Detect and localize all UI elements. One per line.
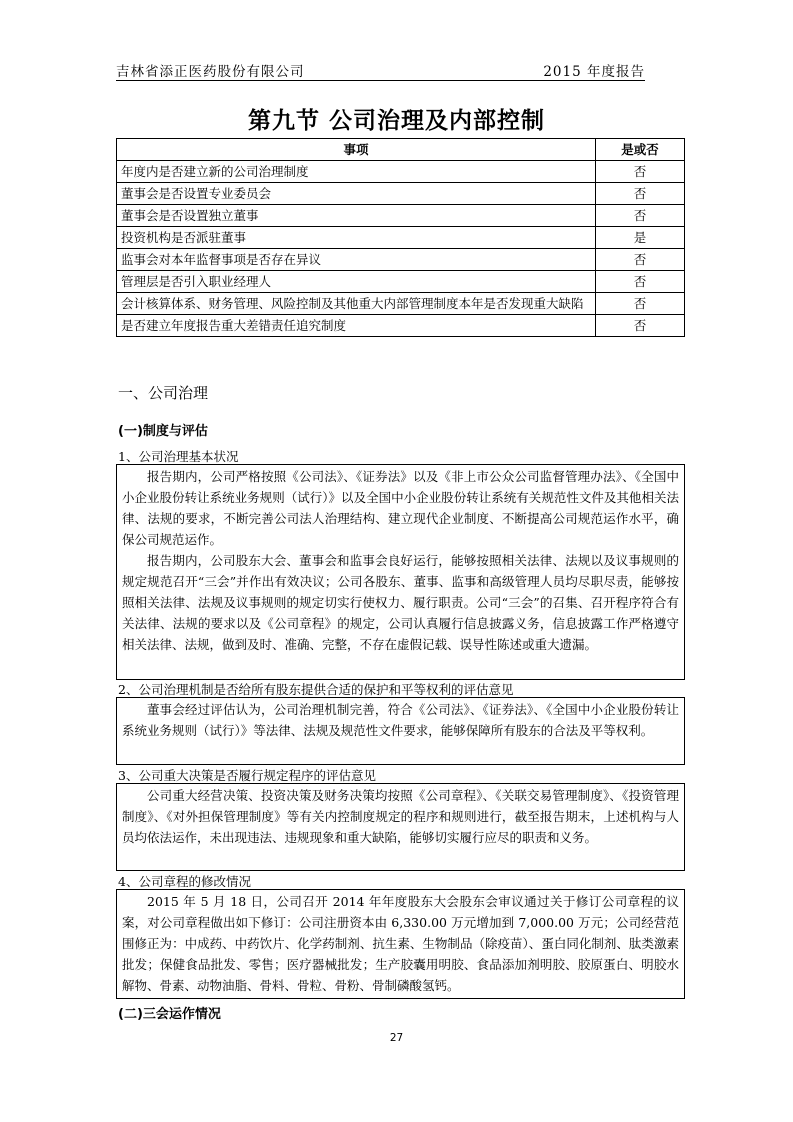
- row-item: 投资机构是否派驻董事: [117, 227, 596, 249]
- column-header-item: 事项: [117, 139, 596, 161]
- paragraph: 公司重大经营决策、投资决策及财务决策均按照《公司章程》、《关联交易管理制度》、《投资管理制度》、《对外担保管理制度》等有关内控制度规定的程序和规则进行，截至报告期末，上述机构与人员均依法运作，未出现违法、违规现象和重大缺陷，能够切实履行应尽的职责和义务。: [122, 788, 679, 845]
- subheading-articles-amendment: 4、公司章程的修改情况: [118, 874, 251, 889]
- row-answer: 否: [596, 205, 685, 227]
- paragraph: 董事会经过评估认为，公司治理机制完善，符合《公司法》、《证券法》、《全国中小企业股份转让系统业务规则（试行）》等法律、法规及规范性文件要求，能够保障所有股东的合法及平等权利。: [122, 702, 679, 738]
- row-answer: 否: [596, 183, 685, 205]
- table-row: [117, 183, 685, 205]
- subheading-governance-status: 1、公司治理基本状况: [118, 449, 239, 464]
- shareholder-protection-box: [116, 697, 685, 765]
- decision-procedure-box: [116, 783, 685, 871]
- table-row: [117, 249, 685, 271]
- row-item: 监事会对本年监督事项是否存在异议: [117, 249, 596, 271]
- row-answer: 否: [596, 161, 685, 183]
- table-row: [117, 161, 685, 183]
- page-number: 27: [389, 1032, 404, 1044]
- row-item: 董事会是否设置专业委员会: [117, 183, 596, 205]
- heading-corporate-governance: 一、公司治理: [118, 384, 209, 402]
- table-row: [117, 205, 685, 227]
- table-row: [117, 293, 685, 315]
- page-header: [116, 58, 645, 80]
- paragraph: 2015 年 5 月 18 日，公司召开 2014 年年度股东大会股东会审议通过关于修订公司章程的议案，对公司章程做出如下修订：公司注册资本由 6,330.00 万元增加到 7,000.00 万元；公司经营范围修正为：中成药、中药饮片、化学药制剂、抗生素、生物制品（除疫苗）、蛋白同化制剂、肽类激素批发；保健食品批发、零售；医疗器械批发；生产胶囊用明胶、食品添加剂明胶、胶原蛋白、明胶水解物、骨素、动物油脂、骨料、骨粒、骨粉、骨制磷酸氢钙。: [122, 894, 679, 993]
- articles-amendment-box: [116, 889, 685, 999]
- row-answer: 否: [596, 293, 685, 315]
- paragraph: 报告期内，公司严格按照《公司法》、《证券法》以及《非上市公众公司监督管理办法》、《全国中小企业股份转让系统业务规则（试行）》以及全国中小企业股份转让系统有关规范性文件及其他相关法律、法规的要求，不断完善公司法人治理结构、建立现代企业制度、不断提高公司规范运作水平，确保公司规范运作。: [122, 469, 679, 547]
- governance-table: [116, 138, 685, 337]
- row-item: 会计核算体系、财务管理、风险控制及其他重大内部管理制度本年是否发现重大缺陷: [117, 293, 596, 315]
- row-item: 是否建立年度报告重大差错责任追究制度: [117, 315, 596, 337]
- subheading-decision-procedure: 3、公司重大决策是否履行规定程序的评估意见: [118, 768, 376, 783]
- header-rule: [116, 80, 645, 81]
- table-row: [117, 227, 685, 249]
- row-answer: 否: [596, 249, 685, 271]
- row-item: 董事会是否设置独立董事: [117, 205, 596, 227]
- row-item: 管理层是否引入职业经理人: [117, 271, 596, 293]
- row-answer: 否: [596, 315, 685, 337]
- table-row: [117, 315, 685, 337]
- paragraph: 报告期内，公司股东大会、董事会和监事会良好运行，能够按照相关法律、法规以及议事规则的规定规范召开“三会”并作出有效决议；公司各股东、董事、监事和高级管理人员均尽职尽责，能够按照相关法律、法规及议事规则的规定切实行使权力、履行职责。公司“三会”的召集、召开程序符合有关法律、法规的要求以及《公司章程》的规定，公司认真履行信息披露义务，信息披露工作严格遵守相关法律、法规，做到及时、准确、完整，不存在虚假记载、误导性陈述或重大遗漏。: [122, 553, 679, 652]
- governance-status-box: [116, 464, 685, 680]
- report-title: 2015 年度报告: [543, 64, 645, 80]
- column-header-answer: 是或否: [596, 139, 685, 161]
- table-header-row: [117, 139, 685, 161]
- section-title: 第九节 公司治理及内部控制: [247, 108, 545, 134]
- company-name: 吉林省添正医药股份有限公司: [116, 64, 305, 80]
- row-answer: 是: [596, 227, 685, 249]
- heading-three-meetings: (二)三会运作情况: [118, 1007, 221, 1022]
- subheading-shareholder-protection: 2、公司治理机制是否给所有股东提供合适的保护和平等权利的评估意见: [118, 682, 514, 697]
- row-answer: 否: [596, 271, 685, 293]
- table-row: [117, 271, 685, 293]
- row-item: 年度内是否建立新的公司治理制度: [117, 161, 596, 183]
- heading-system-evaluation: (一)制度与评估: [118, 424, 208, 439]
